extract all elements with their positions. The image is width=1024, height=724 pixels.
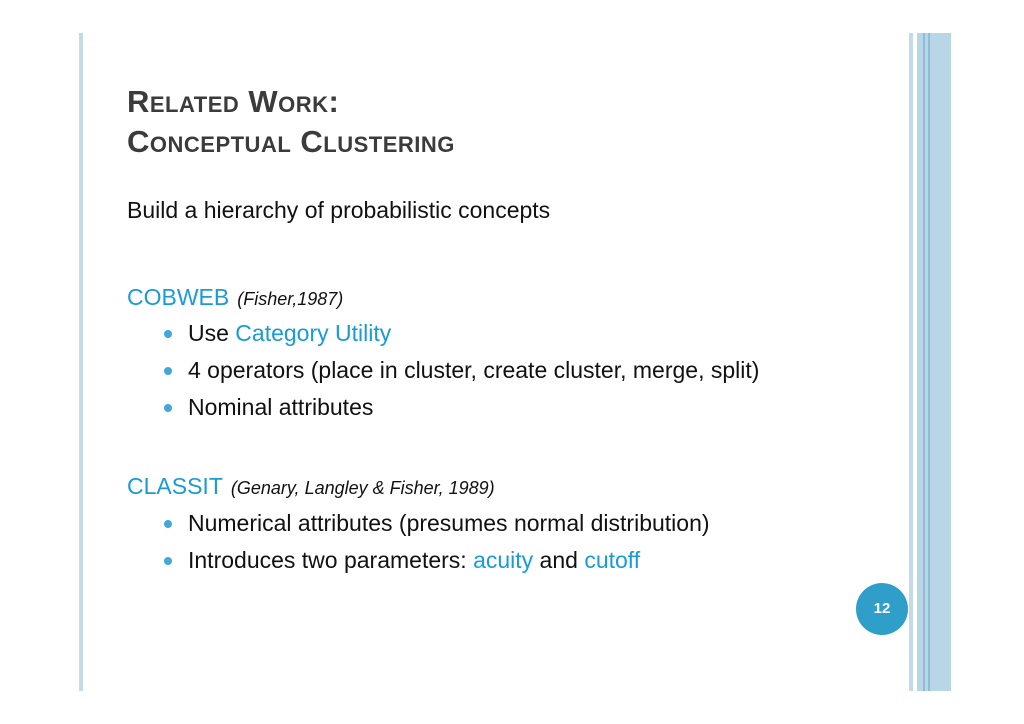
section-citation: (Fisher,1987): [237, 289, 344, 309]
section-name: CLASSIT: [127, 473, 223, 499]
bullet-item: 4 operators (place in cluster, create cluster, merge, split): [188, 357, 760, 383]
bullet-dot: [164, 330, 172, 338]
right-decorative-bars: [909, 33, 951, 691]
section-heading-cobweb: [127, 284, 343, 311]
page-number-badge: 12: [856, 583, 908, 635]
section-name: COBWEB: [127, 284, 230, 310]
left-decorative-bar: [79, 33, 83, 691]
bullet-highlight-acuity: acuity: [473, 547, 534, 573]
title-line-2: Conceptual Clustering: [127, 124, 455, 159]
bullet-text: Introduces two parameters:: [188, 547, 474, 573]
intro-text: Build a hierarchy of probabilistic concepts: [127, 197, 551, 223]
slide-title: [127, 82, 455, 162]
bullet-text: Use: [188, 320, 236, 346]
bullet-item: Nominal attributes: [188, 394, 374, 420]
title-line-1: Related Work:: [127, 84, 340, 119]
bullet-item: Numerical attributes (presumes normal distribution): [188, 510, 710, 536]
bullet-dot: [164, 520, 172, 528]
section-heading-classit: [127, 473, 495, 500]
bullet-text-and: and: [533, 547, 585, 573]
bullet-highlight: Category Utility: [235, 320, 392, 346]
bullet-dot: [164, 404, 172, 412]
bullet-item: [188, 320, 391, 347]
bullet-dot: [164, 557, 172, 565]
section-citation: (Genary, Langley & Fisher, 1989): [230, 478, 495, 498]
bullet-highlight-cutoff: cutoff: [584, 547, 641, 573]
bullet-dot: [164, 367, 172, 375]
bullet-item: [188, 547, 640, 574]
